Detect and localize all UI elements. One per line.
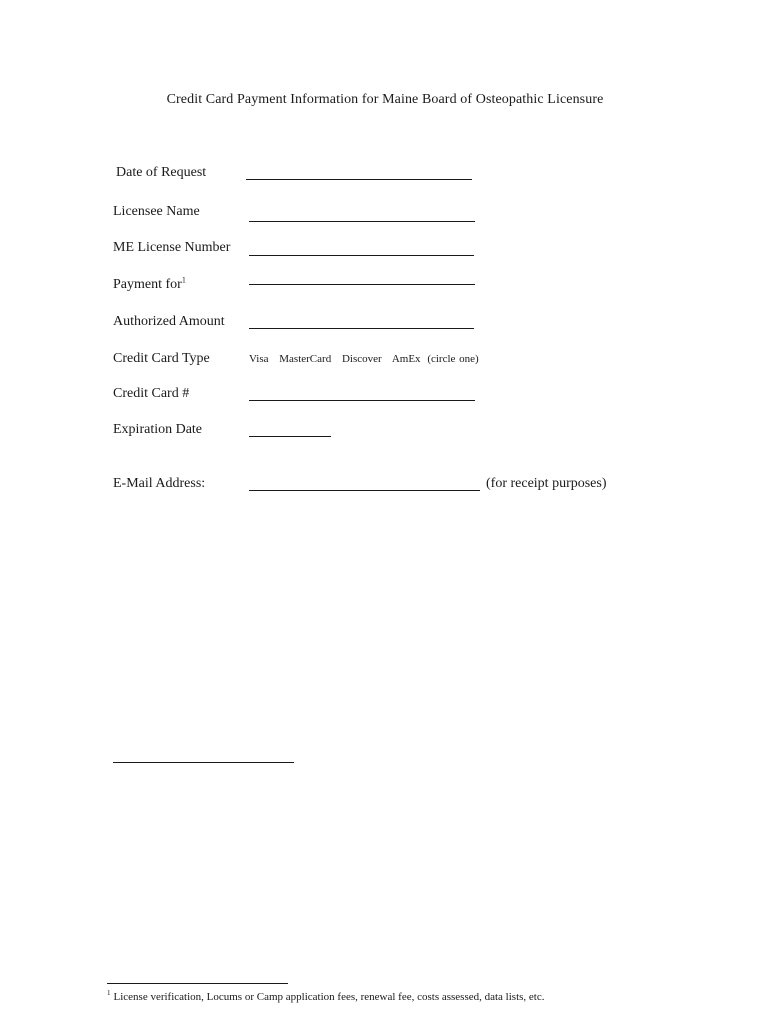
- signature-line[interactable]: [113, 762, 294, 763]
- footnote-separator: [107, 983, 288, 984]
- date-of-request-label: Date of Request: [116, 165, 207, 180]
- footnote: [107, 991, 545, 1003]
- licensee-name-label: Licensee Name: [113, 204, 200, 219]
- card-type-options: [249, 353, 479, 365]
- card-option-discover[interactable]: Discover: [341, 353, 382, 365]
- card-option-mastercard[interactable]: MasterCard: [279, 353, 332, 365]
- license-number-field[interactable]: [249, 255, 474, 256]
- expiration-label: Expiration Date: [113, 422, 203, 437]
- footnote-marker: 1: [107, 989, 111, 998]
- authorized-amount-field[interactable]: [249, 328, 474, 329]
- footnote-reference: 1: [181, 275, 186, 285]
- payment-for-field[interactable]: [249, 284, 475, 285]
- card-option-amex[interactable]: AmEx: [391, 353, 421, 365]
- page-title: Credit Card Payment Information for Maine Board of Osteopathic Licensure: [166, 92, 604, 107]
- date-of-request-field[interactable]: [246, 179, 472, 180]
- footnote-text: License verification, Locums or Camp application fees, renewal fee, costs assessed, data lists, etc.: [113, 991, 545, 1003]
- card-option-visa[interactable]: Visa: [249, 353, 269, 365]
- expiration-field[interactable]: [249, 436, 331, 437]
- card-type-label: Credit Card Type: [113, 351, 210, 366]
- card-type-instruction: (circle one): [427, 353, 479, 365]
- licensee-name-field[interactable]: [249, 221, 475, 222]
- email-field[interactable]: [249, 490, 480, 491]
- authorized-amount-label: Authorized Amount: [113, 314, 225, 329]
- email-label: E-Mail Address:: [113, 476, 206, 491]
- payment-for-label: [113, 277, 186, 293]
- card-number-field[interactable]: [249, 400, 475, 401]
- license-number-label: ME License Number: [113, 240, 231, 255]
- card-number-label: Credit Card #: [113, 386, 190, 401]
- payment-for-text: Payment for: [113, 277, 182, 292]
- email-suffix: (for receipt purposes): [486, 476, 607, 491]
